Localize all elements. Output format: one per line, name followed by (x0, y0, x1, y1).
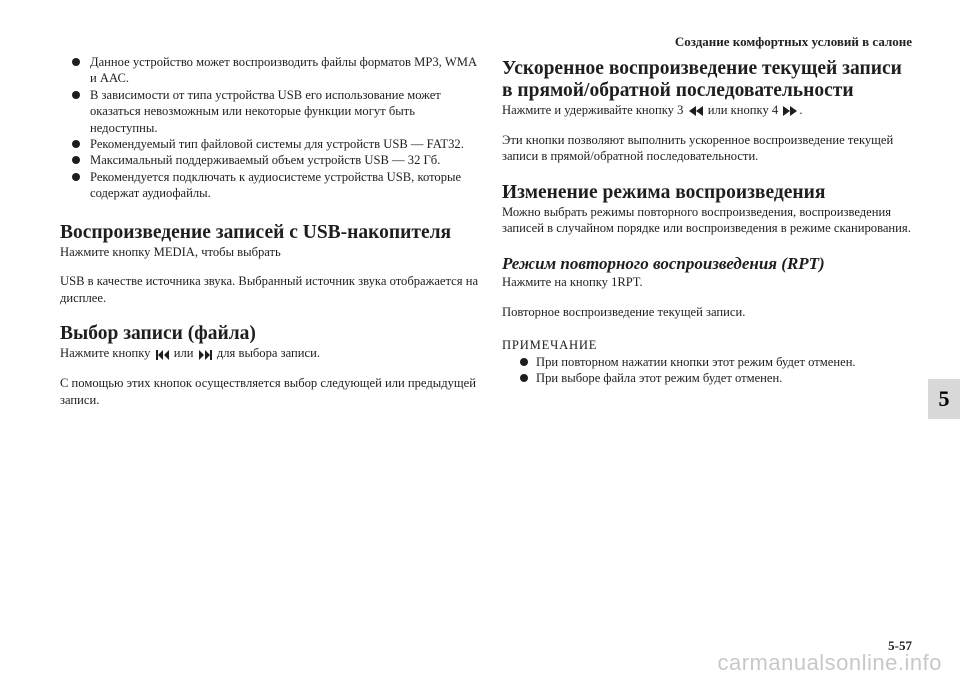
file-select-heading: Выбор записи (файла) (60, 323, 256, 345)
bullet-icon (520, 358, 528, 366)
play-mode-heading: Изменение режима воспроизведения (502, 181, 826, 203)
usb-info-list (60, 54, 480, 202)
fast-forward-heading: Ускоренное воспроизведение текущей записи в прямой/обратной последовательности (502, 58, 902, 101)
page-number: 5-57 (888, 638, 912, 653)
bullet-icon (72, 140, 80, 148)
note-title: ПРИМЕЧАНИЕ (502, 338, 598, 353)
bullet-icon (72, 156, 80, 164)
list-item: Данное устройство может воспроизводить файлы форматов МР3, WMA и ААС. (60, 54, 480, 87)
chapter-tab: 5 (928, 379, 960, 419)
file-select-text: Нажмите кнопку или для выбора записи. (60, 346, 320, 361)
list-item: В зависимости от типа устройства USB его использование может оказаться невозможным или некоторые функции могут быть недоступны. (60, 87, 480, 136)
skip-previous-icon (156, 350, 169, 360)
left-column (60, 54, 480, 408)
fast-forward-description: Эти кнопки позволяют выполнить ускоренное воспроизведение текущей записи в прямой/обратной последовательности. (502, 132, 894, 164)
file-select-description: С помощью этих кнопок осуществляется выбор следующей или предыдущей записи. (60, 376, 476, 407)
bullet-icon (72, 91, 80, 99)
usb-playback-text: Нажмите кнопку MEDIA, чтобы выбрать (60, 244, 281, 259)
fast-forward-text: Нажмите и удерживайте кнопку 3 или кнопку 4 . (502, 103, 803, 117)
rewind-icon (689, 106, 703, 116)
repeat-mode-text: Нажмите на кнопку 1RPT. (502, 274, 643, 289)
skip-next-icon (199, 350, 212, 360)
watermark: carmanualsonline.info (717, 650, 942, 675)
repeat-mode-description: Повторное воспроизведение текущей записи. (502, 304, 746, 319)
usb-playback-heading: Воспроизведение записей с USB-накопителя (60, 221, 452, 243)
list-item: При выборе файла этот режим будет отменен. (502, 370, 922, 386)
right-column (502, 54, 922, 387)
fast-forward-icon (783, 106, 797, 116)
list-item: Рекомендуемый тип файловой системы для устройств USB — FAT32. (60, 136, 480, 152)
usb-source-text: USB в качестве источника звука. Выбранный источник звука отображается на дисплее. (60, 274, 479, 305)
bullet-icon (72, 173, 80, 181)
page-header: Создание комфортных условий в салоне (674, 34, 912, 49)
repeat-mode-heading: Режим повторного воспроизведения (RPT) (502, 253, 825, 273)
play-mode-text: Можно выбрать режимы повторного воспроизведения, воспроизведения записей в случайном порядке или воспроизведения в режиме сканирования. (502, 204, 911, 236)
bullet-icon (72, 58, 80, 66)
list-item: Максимальный поддерживаемый объем устройств USB — 32 Гб. (60, 152, 480, 168)
list-item: При повторном нажатии кнопки этот режим будет отменен. (502, 354, 922, 370)
bullet-icon (520, 374, 528, 382)
note-list (502, 354, 922, 387)
list-item: Рекомендуется подключать к аудиосистеме устройства USB, которые содержат аудиофайлы. (60, 169, 480, 202)
